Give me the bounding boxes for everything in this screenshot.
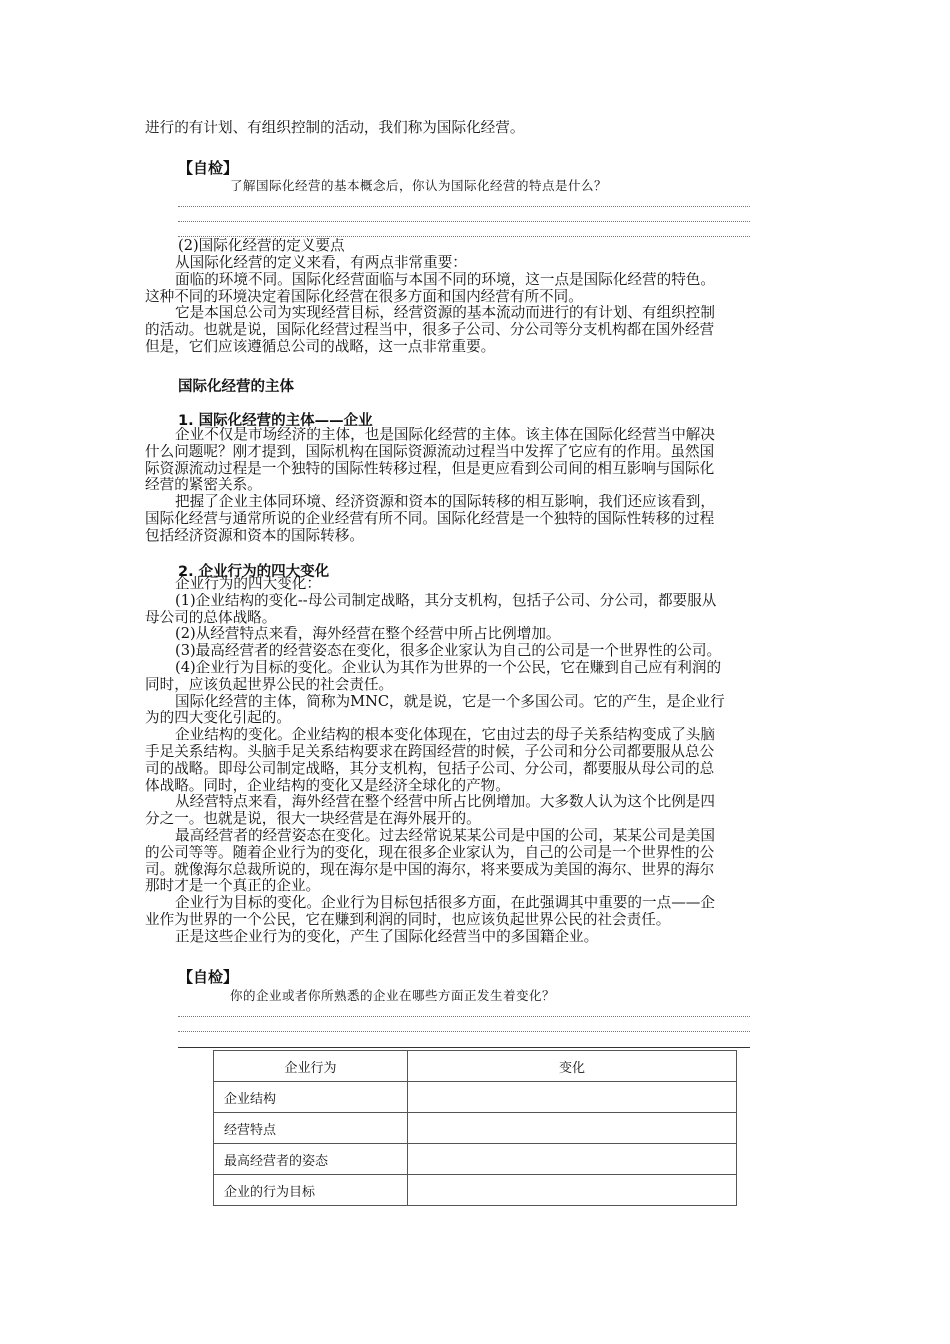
section-heading: 国际化经营的主体 xyxy=(178,379,294,395)
paragraph-line: 的活动。也就是说，国际化经营过程当中，很多子公司、分公司等分支机构都在国外经营 xyxy=(145,322,715,339)
paragraph-line: 国际化经营的主体，简称为MNC，就是说，它是一个多国公司。它的产生，是企业行 xyxy=(175,693,725,710)
paragraph-line: 但是，它们应该遵循总公司的战略，这一点非常重要。 xyxy=(145,338,496,355)
paragraph-line: 经营的紧密关系。 xyxy=(145,477,262,494)
paragraph-line: (2)从经营特点来看，海外经营在整个经营中所占比例增加。 xyxy=(175,626,561,643)
paragraph-line: 它是本国总公司为实现经营目标，经营资源的基本流动而进行的有计划、有组织控制 xyxy=(175,305,715,322)
definition-subtitle xyxy=(178,238,843,255)
subtitle-text: (2)国际化经营的定义要点 xyxy=(178,238,345,254)
paragraph-line: 面临的环境不同。国际化经营面临与本国不同的环境，这一点是国际化经营的特色。 xyxy=(175,271,715,288)
paragraph-line: 同时，应该负起世界公民的社会责任。 xyxy=(145,676,394,693)
answer-line xyxy=(178,1047,750,1048)
paragraph-line: 际资源流动过程是一个独特的国际性转移过程，但是更应看到公司间的相互影响与国际化 xyxy=(145,460,715,477)
table-row xyxy=(214,1113,737,1144)
paragraph-line: 企业不仅是市场经济的主体，也是国际化经营的主体。该主体在国际化经营当中解决 xyxy=(175,427,715,443)
paragraph-line: 手足关系结构。头脑手足关系结构要求在跨国经营的时候，子公司和分公司都要服从总公 xyxy=(145,743,715,760)
table-header-cell: 变化 xyxy=(408,1051,737,1082)
table-cell-blank[interactable] xyxy=(408,1082,737,1113)
table-cell: 最高经营者的姿态 xyxy=(214,1144,408,1175)
selfcheck-label: 【自检】 xyxy=(178,159,239,177)
answer-line xyxy=(178,236,750,237)
paragraph-line: 企业行为的四大变化： xyxy=(175,576,321,592)
paragraph-line: (1)企业结构的变化--母公司制定战略，其分支机构，包括子公司、分公司，都要服从 xyxy=(175,592,717,609)
paragraph-line: (4)企业行为目标的变化。企业认为其作为世界的一个公民，它在赚到自己应有利润的 xyxy=(175,659,722,676)
paragraph-line: 包括经济资源和资本的国际转移。 xyxy=(145,527,364,544)
table-row xyxy=(214,1175,737,1206)
paragraph-line: 把握了企业主体同环境、经济资源和资本的国际转移的相互影响，我们还应该看到， xyxy=(175,494,715,511)
table-header-row xyxy=(214,1051,737,1082)
table-cell: 企业的行为目标 xyxy=(214,1175,408,1206)
subsection-heading: 2. 企业行为的四大变化 xyxy=(178,564,330,580)
answer-line xyxy=(178,1031,750,1032)
paragraph-line: 正是这些企业行为的变化，产生了国际化经营当中的多国籍企业。 xyxy=(175,928,599,945)
table-header-cell: 企业行为 xyxy=(214,1051,408,1082)
subsection-1-paragraph xyxy=(145,427,810,545)
paragraph-line: 进行的有计划、有组织控制的活动，我们称为国际化经营。 xyxy=(145,120,525,136)
paragraph-line: 体战略。同时，企业结构的变化又是经济全球化的产物。 xyxy=(145,777,510,794)
table-cell: 经营特点 xyxy=(214,1113,408,1144)
paragraph-line: 为的四大变化引起的。 xyxy=(145,710,291,727)
table-cell-blank[interactable] xyxy=(408,1175,737,1206)
paragraph-line: 这种不同的环境决定着国际化经营在很多方面和国内经营有所不同。 xyxy=(145,288,583,305)
paragraph-line: 最高经营者的经营姿态在变化。过去经常说某某公司是中国的公司，某某公司是美国 xyxy=(175,827,715,844)
paragraph-line: 的公司等等。随着企业行为的变化，现在很多企业家认为，自己的公司是一个世界性的公 xyxy=(145,844,715,861)
paragraph-line: 从国际化经营的定义来看，有两点非常重要： xyxy=(175,255,467,271)
paragraph-line: 企业行为目标的变化。企业行为目标包括很多方面，在此强调其中重要的一点——企 xyxy=(175,895,715,912)
intro-paragraph xyxy=(145,120,810,137)
paragraph-line: 企业结构的变化。企业结构的根本变化体现在，它由过去的母子关系结构变成了头脑 xyxy=(175,727,715,744)
paragraph-line: 那时才是一个真正的企业。 xyxy=(145,878,321,895)
paragraph-line: 母公司的总体战略。 xyxy=(145,609,277,626)
paragraph-line: 分之一。也就是说，很大一块经营是在海外展开的。 xyxy=(145,811,481,828)
paragraph-line: 国际化经营与通常所说的企业经营有所不同。国际化经营是一个独特的国际性转移的过程 xyxy=(145,510,715,527)
table-row xyxy=(214,1144,737,1175)
selfcheck-label: 【自检】 xyxy=(178,968,239,986)
paragraph-line: (3)最高经营者的经营姿态在变化，很多企业家认为自己的公司是一个世界性的公司。 xyxy=(175,643,722,660)
paragraph-line: 司的战略。即母公司制定战略，其分支机构，包括子公司、分公司，都要服从母公司的总 xyxy=(145,760,715,777)
paragraph-line: 从经营特点来看，海外经营在整个经营中所占比例增加。大多数人认为这个比例是四 xyxy=(175,794,715,811)
behavior-change-table xyxy=(213,1050,737,1206)
paragraph-line: 什么问题呢？刚才提到，国际机构在国际资源流动过程当中发挥了它应有的作用。虽然国 xyxy=(145,443,715,460)
definition-paragraph xyxy=(145,255,810,356)
table-cell-blank[interactable] xyxy=(408,1144,737,1175)
subsection-2-paragraph xyxy=(145,576,810,946)
answer-line xyxy=(178,1016,750,1017)
table-cell-blank[interactable] xyxy=(408,1113,737,1144)
paragraph-line: 司。就像海尔总裁所说的，现在海尔是中国的海尔，将来要成为美国的海尔、世界的海尔 xyxy=(145,861,715,878)
table-row xyxy=(214,1082,737,1113)
answer-line xyxy=(178,206,750,207)
selfcheck-question: 你的企业或者你所熟悉的企业在哪些方面正发生着变化？ xyxy=(230,988,556,1003)
selfcheck-question: 了解国际化经营的基本概念后，你认为国际化经营的特点是什么？ xyxy=(230,178,608,193)
subsection-heading: 1. 国际化经营的主体——企业 xyxy=(178,413,373,429)
paragraph-line: 业作为世界的一个公民，它在赚到利润的同时，也应该负起世界公民的社会责任。 xyxy=(145,911,671,928)
answer-line xyxy=(178,221,750,222)
table-cell: 企业结构 xyxy=(214,1082,408,1113)
